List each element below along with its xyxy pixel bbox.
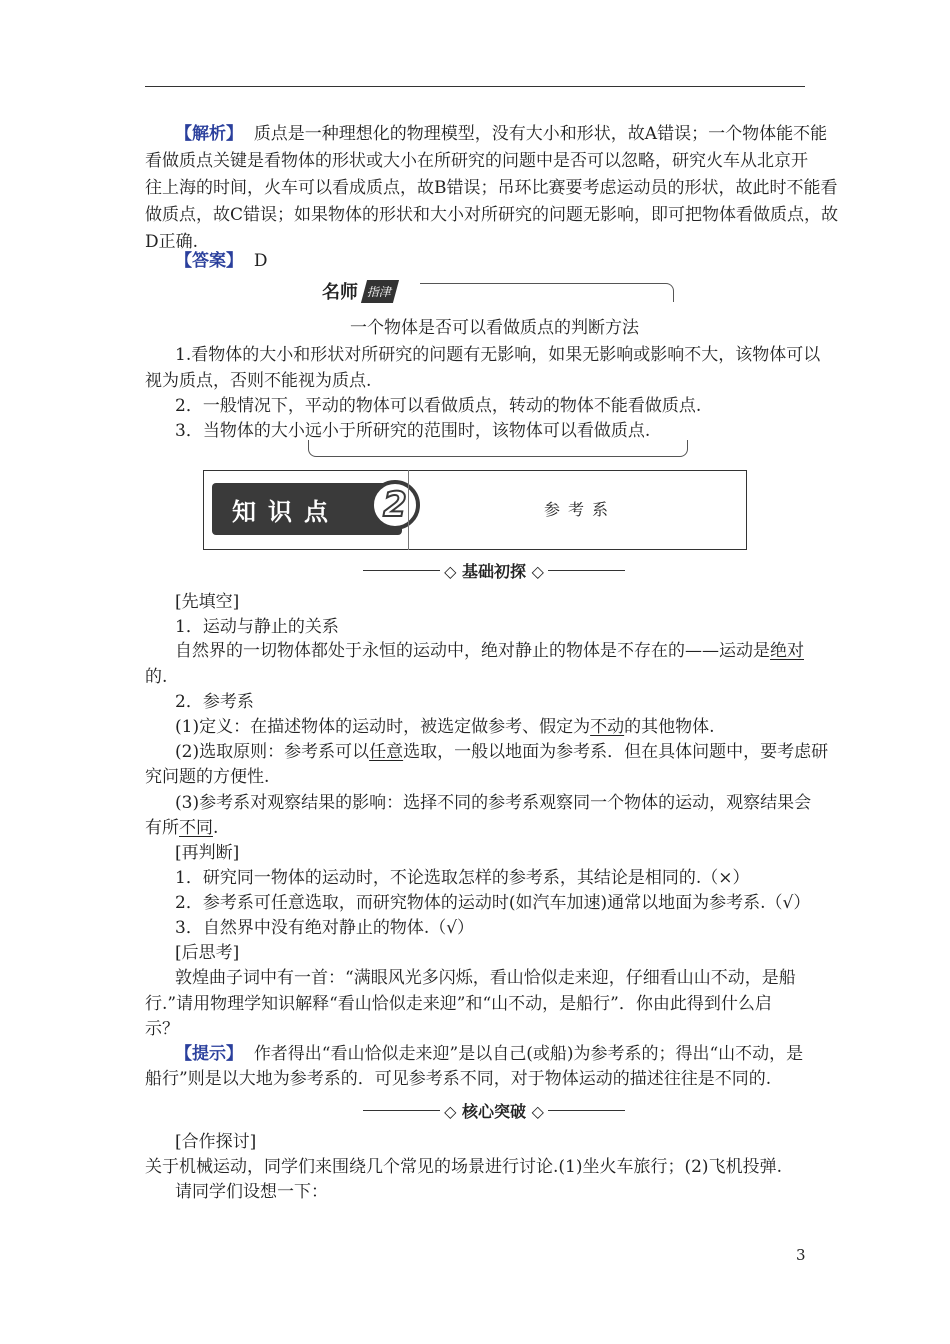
analysis-line-2: 看做质点关键是看物体的形状或大小在所研究的问题中是否可以忽略，研究火车从北京开 [145,151,808,171]
hint-line-2: 船行”则是以大地为参考系的．可见参考系不同，对于物体运动的描述往往是不同的. [145,1069,772,1089]
section-header-core: ◇ 核心突破 ◇ [363,1100,625,1120]
fill-def-2: (2)选取原则：参考系可以任意选取，一般以地面为参考系．但在具体问题中，要考虑研 [175,742,829,762]
fill-item-1a: 自然界的一切物体都处于永恒的运动中，绝对静止的物体是不存在的——运动是绝对 [175,641,804,661]
coop-tag: [合作探讨] [175,1132,257,1152]
analysis-line-1: 【解析】 质点是一种理想化的物理模型，没有大小和形状，故A错误；一个物体能不能 [175,124,828,144]
judge-tag: [再判断] [175,843,240,863]
tips-heading: 一个物体是否可以看做质点的判断方法 [350,318,639,338]
tips-point-2: 2．一般情况下，平动的物体可以看做质点，转动的物体不能看做质点. [175,396,702,416]
tips-point-3: 3．当物体的大小远小于所研究的范围时，该物体可以看做质点. [175,421,651,441]
analysis-line-5: D正确. [145,232,199,252]
think-line-2: 行.”请用物理学知识解释“看山恰似走来迎”和“山不动，是船行”．你由此得到什么启 [145,994,772,1014]
tips-label: 名师 指津 [318,278,396,304]
fill-def-3: (3)参考系对观察结果的影响：选择不同的参考系观察同一个物体的运动，观察结果会 [175,793,812,813]
answer-line [175,251,267,271]
section-header-basics: ◇ 基础初探 ◇ [363,560,625,580]
tips-point-1a: 1.看物体的大小和形状对所研究的问题有无影响，如果无影响或影响不大，该物体可以 [175,345,821,365]
analysis-line-4: 做质点，故C错误；如果物体的形状和大小对所研究的问题无影响，即可把物体看做质点，故 [145,205,839,225]
analysis-tag: 【解析】 [175,124,243,144]
answer-value: D [253,251,268,271]
answer-tag: 【答案】 [175,251,243,271]
knowledge-divider [408,470,409,550]
fill-def-1: (1)定义：在描述物体的运动时，被选定做参考、假定为不动的其他物体. [175,717,715,737]
think-line-3: 示？ [145,1019,179,1039]
think-line-1: 敦煌曲子词中有一首：“满眼风光多闪烁，看山恰似走来迎，仔细看山山不动，是船 [175,968,796,988]
hint-tag: 【提示】 [175,1044,243,1064]
hint-line-1: 【提示】 作者得出“看山恰似走来迎”是以自己(或船)为参考系的；得出“山不动，是 [175,1044,804,1064]
tips-box-top [420,283,674,302]
fill-item-1: 1．运动与静止的关系 [175,617,339,637]
tips-box-bottom [308,440,688,457]
fill-def-2b: 究问题的方便性. [145,767,270,787]
analysis-line-3: 往上海的时间，火车可以看成质点，故B错误；吊环比赛要考虑运动员的形状，故此时不能看 [145,178,838,198]
judge-item-1: 1．研究同一物体的运动时，不论选取怎样的参考系，其结论是相同的.（×） [175,868,750,888]
fill-item-2: 2．参考系 [175,692,254,712]
tips-point-1b: 视为质点，否则不能视为质点. [145,371,372,391]
knowledge-number-badge: 2 [370,480,420,530]
page-number: 3 [796,1246,806,1264]
fill-item-1b: 的. [145,667,168,687]
knowledge-title: 参考系 [544,500,617,519]
think-tag: [后思考] [175,943,240,963]
judge-item-2: 2．参考系可任意选取，而研究物体的运动时(如汽车加速)通常以地面为参考系.（√） [175,893,811,913]
header-rule [145,86,805,87]
fill-def-3b: 有所不同. [145,818,219,838]
coop-line-2: 请同学们设想一下： [175,1182,328,1202]
judge-item-3: 3．自然界中没有绝对静止的物体.（√） [175,918,475,938]
coop-line-1: 关于机械运动，同学们来围绕几个常见的场景进行讨论.(1)坐火车旅行；(2)飞机投弹. [145,1157,782,1177]
knowledge-label-box: 知识点 [212,483,402,535]
fill-tag: [先填空] [175,592,240,612]
